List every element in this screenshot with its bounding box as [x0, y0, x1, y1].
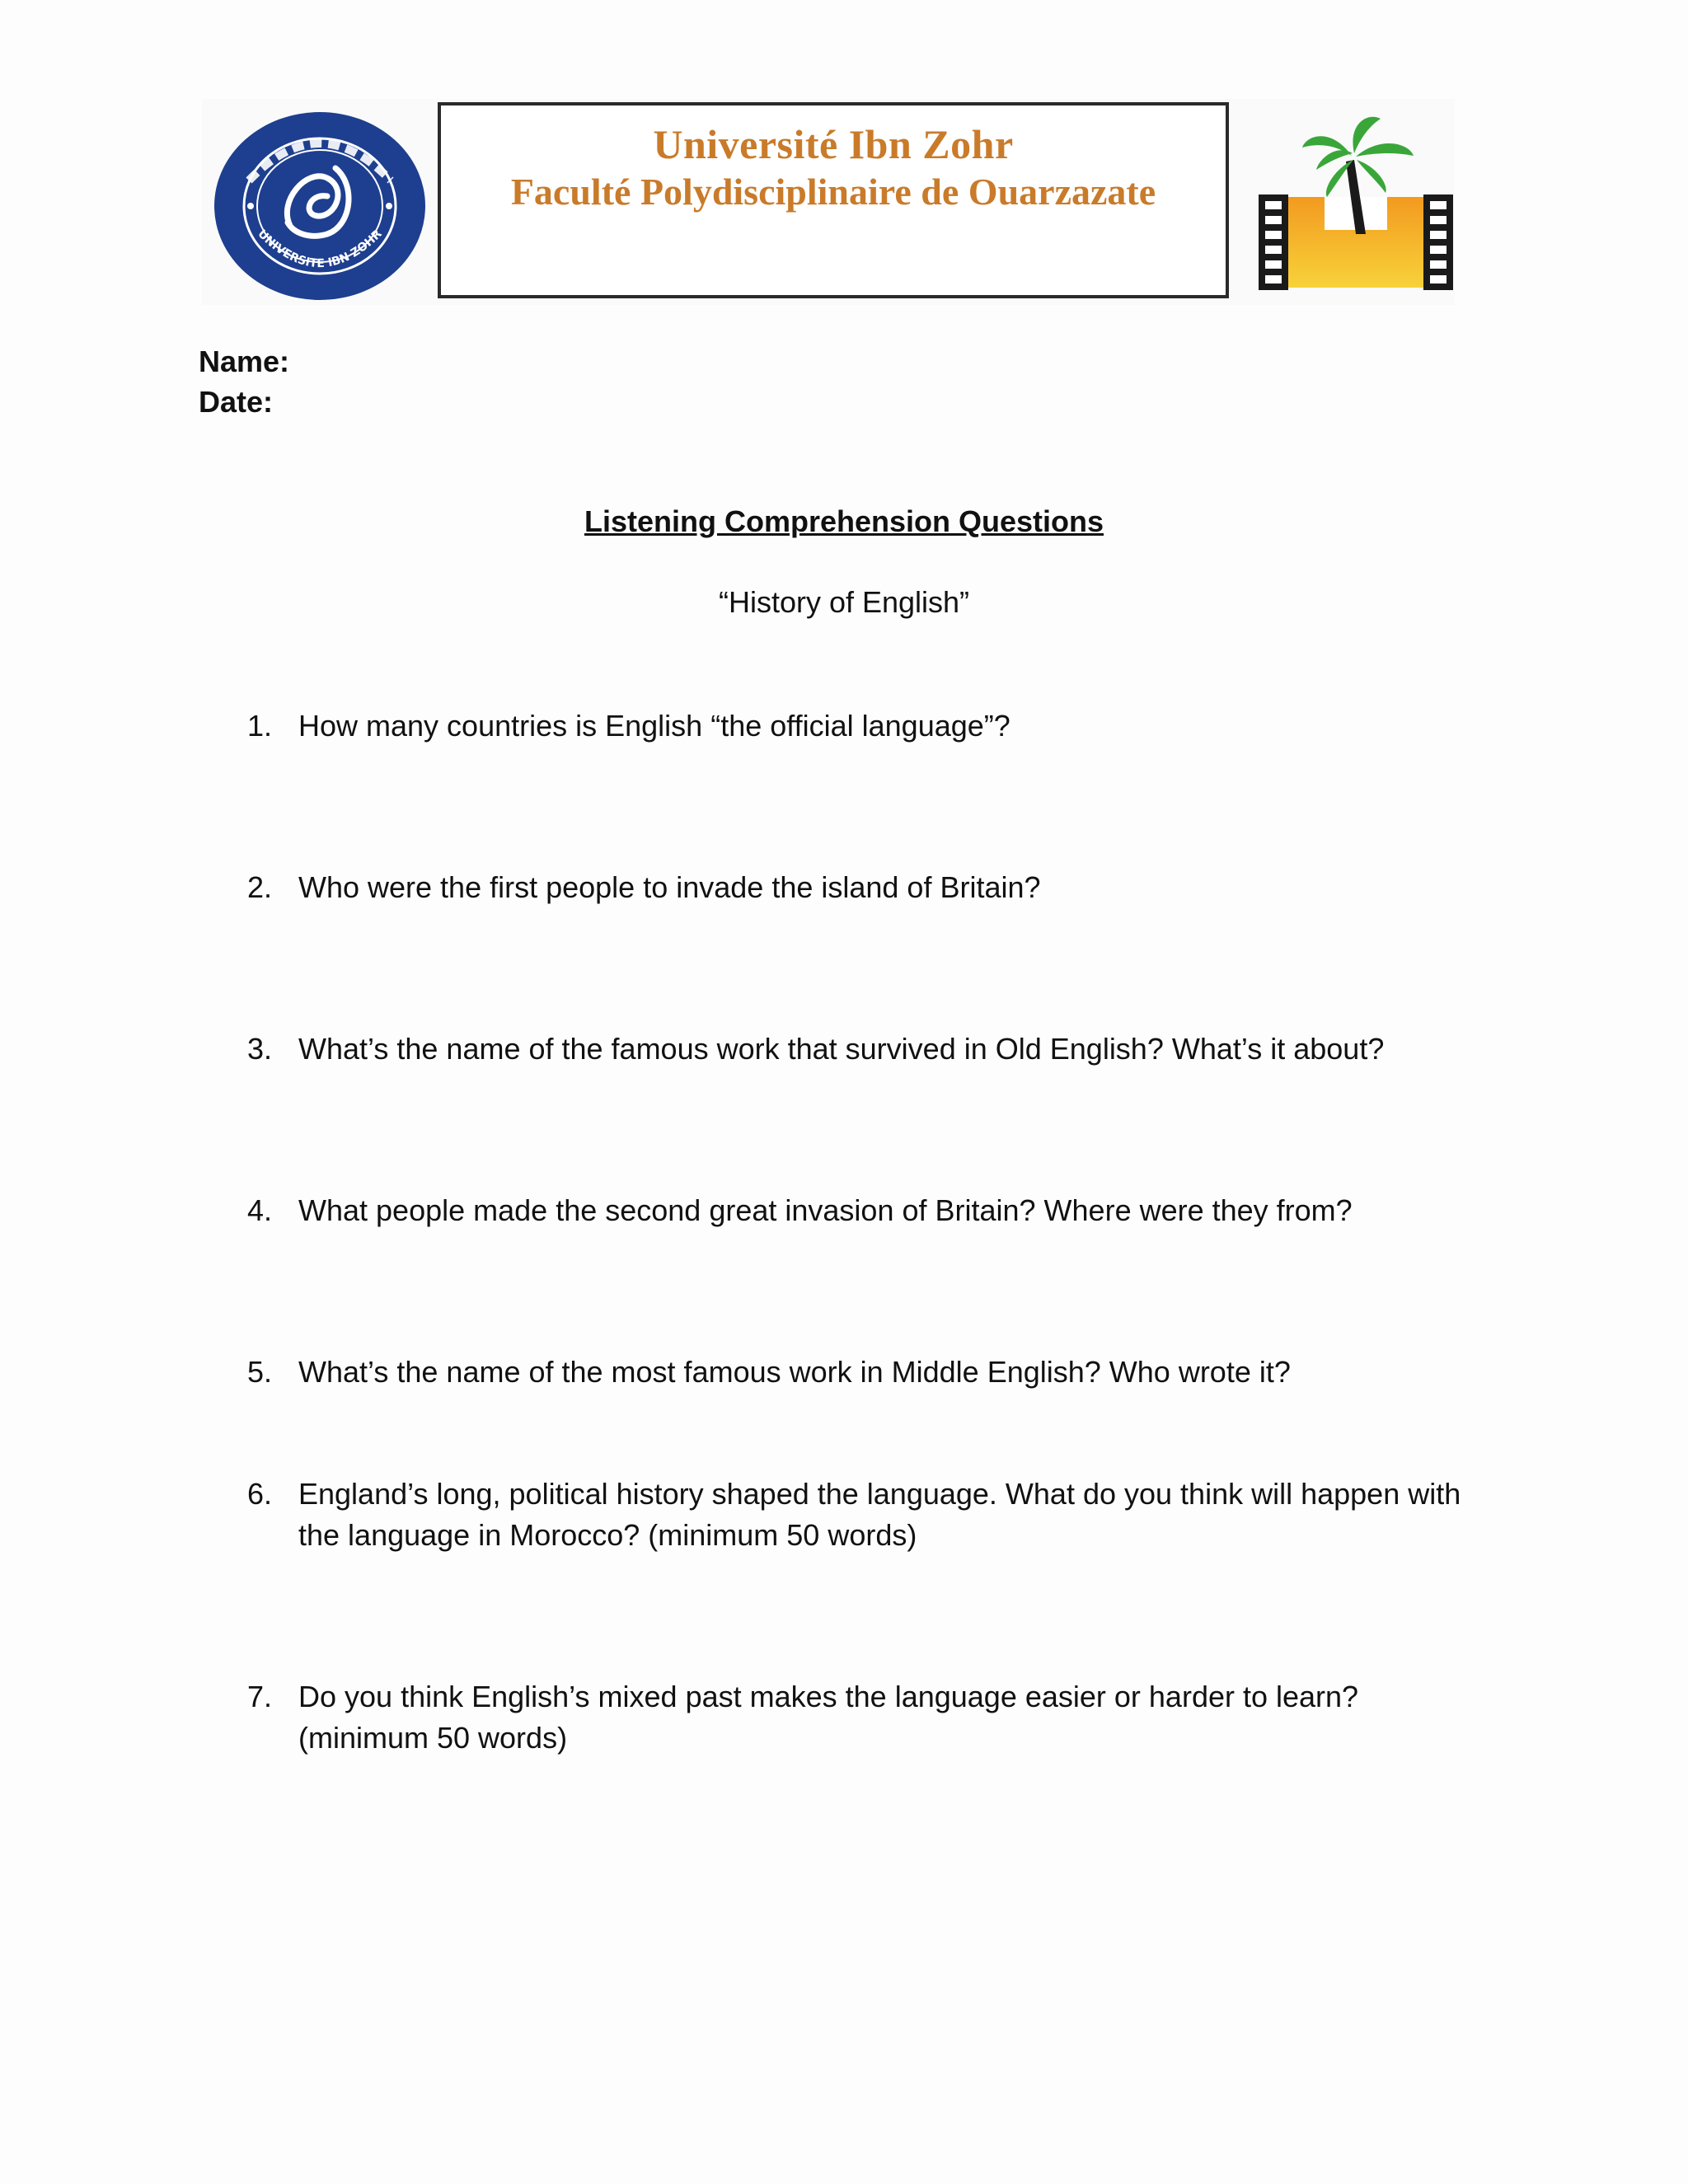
university-name: Université Ibn Zohr — [653, 121, 1014, 167]
question-text: England’s long, political history shaped the language. What do you think will happen with the language in Morocco? (minimum 50 words) — [298, 1477, 1461, 1552]
question-number: 6. — [247, 1477, 273, 1511]
question-number: 4. — [247, 1193, 273, 1227]
student-info — [199, 341, 289, 422]
question-text: What’s the name of the most famous work in Middle English? Who wrote it? — [298, 1355, 1291, 1389]
faculty-name: Faculté Polydisciplinaire de Ouarzazate — [510, 171, 1156, 213]
question-text: Who were the first people to invade the island of Britain? — [298, 870, 1041, 904]
name-label: Name: — [199, 344, 290, 378]
header-banner — [202, 99, 1455, 305]
date-label: Date: — [199, 385, 274, 419]
question-text: Do you think English’s mixed past makes the language easier or harder to learn? (minimum 50 words) — [298, 1680, 1359, 1755]
question-text: How many countries is English “the official language”? — [298, 709, 1010, 743]
seal-label: UNIVERSITE IBN ZOHR — [255, 227, 385, 271]
question-text: What’s the name of the famous work that survived in Old English? What’s it about? — [298, 1032, 1385, 1066]
question-number: 7. — [247, 1680, 273, 1713]
institution-title-box — [438, 102, 1229, 298]
palm-film-logo-icon — [1257, 110, 1455, 300]
university-seal-icon — [212, 110, 428, 302]
worksheet-subtitle: “History of English” — [718, 585, 970, 619]
worksheet-title: Listening Comprehension Questions — [584, 504, 1104, 538]
question-text: What people made the second great invasion of Britain? Where were they from? — [298, 1193, 1353, 1227]
question-number: 1. — [247, 709, 273, 743]
question-number: 5. — [247, 1355, 273, 1389]
question-number: 3. — [247, 1032, 273, 1066]
question-number: 2. — [247, 870, 273, 904]
